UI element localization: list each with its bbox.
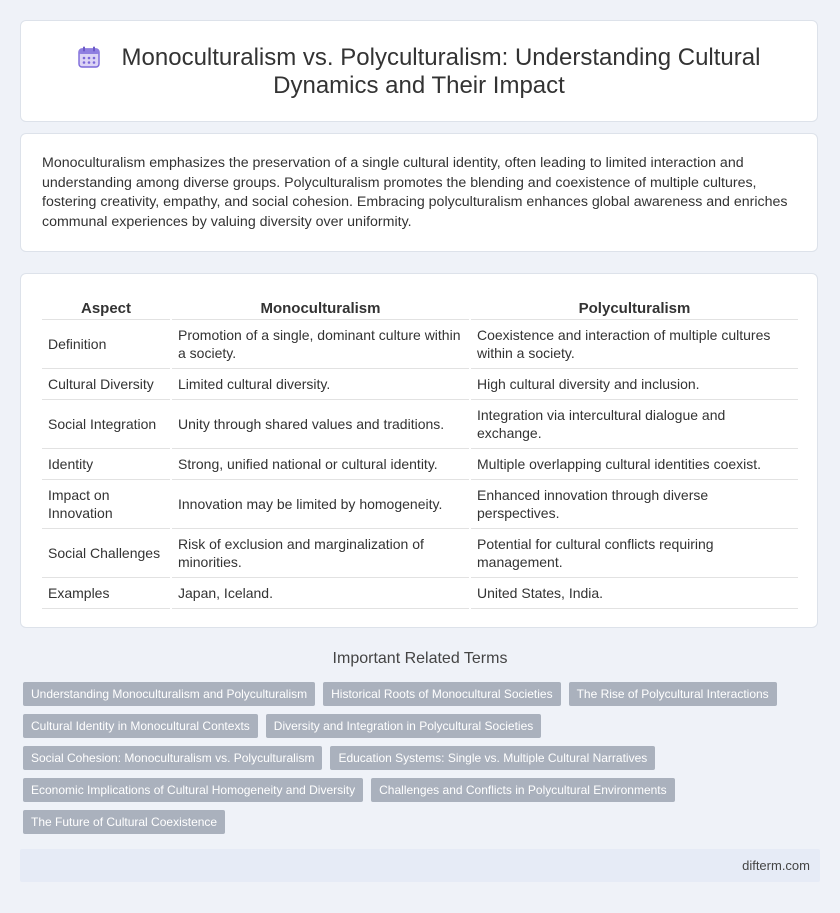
calendar-icon <box>78 46 100 68</box>
row-poly: United States, India. <box>470 578 798 609</box>
intro-card <box>20 133 818 252</box>
row-aspect: Impact on Innovation <box>42 480 171 529</box>
comparison-card <box>20 273 818 628</box>
footer-site-link[interactable]: difterm.com <box>742 858 810 873</box>
table-row <box>42 480 798 529</box>
title-card <box>20 20 818 122</box>
header-monoculturalism: Monoculturalism <box>171 297 470 320</box>
table-row <box>42 578 798 609</box>
related-term-tag[interactable]: The Future of Cultural Coexistence <box>23 810 225 834</box>
row-mono: Limited cultural diversity. <box>171 369 470 400</box>
row-aspect: Cultural Diversity <box>42 369 171 400</box>
row-mono: Strong, unified national or cultural identity. <box>171 449 470 480</box>
page-heading <box>21 44 817 100</box>
row-poly: Coexistence and interaction of multiple cultures within a society. <box>470 320 798 369</box>
row-aspect: Social Challenges <box>42 529 171 578</box>
comparison-table <box>42 297 798 609</box>
related-term-tag[interactable]: Challenges and Conflicts in Polycultural Environments <box>371 778 674 802</box>
row-aspect: Definition <box>42 320 171 369</box>
related-term-tag[interactable]: Education Systems: Single vs. Multiple Cultural Narratives <box>330 746 655 770</box>
related-term-tag[interactable]: Cultural Identity in Monocultural Contexts <box>23 714 258 738</box>
row-mono: Risk of exclusion and marginalization of minorities. <box>171 529 470 578</box>
table-row <box>42 529 798 578</box>
header-aspect: Aspect <box>42 297 171 320</box>
related-term-tag[interactable]: Diversity and Integration in Polycultural Societies <box>266 714 541 738</box>
row-aspect: Identity <box>42 449 171 480</box>
row-aspect: Examples <box>42 578 171 609</box>
related-term-tag[interactable]: Social Cohesion: Monoculturalism vs. Polyculturalism <box>23 746 322 770</box>
table-header-row <box>42 297 798 320</box>
related-term-tag[interactable]: Historical Roots of Monocultural Societies <box>323 682 560 706</box>
related-term-tag[interactable]: Understanding Monoculturalism and Polyculturalism <box>23 682 315 706</box>
row-aspect: Social Integration <box>42 400 171 449</box>
row-poly: Potential for cultural conflicts requiring management. <box>470 529 798 578</box>
row-mono: Innovation may be limited by homogeneity. <box>171 480 470 529</box>
footer <box>20 849 820 882</box>
related-term-tag[interactable]: Economic Implications of Cultural Homogeneity and Diversity <box>23 778 363 802</box>
page-title: Monoculturalism vs. Polyculturalism: Understanding Cultural Dynamics and Their Impact <box>121 44 761 99</box>
row-mono: Unity through shared values and traditions. <box>171 400 470 449</box>
row-poly: Multiple overlapping cultural identities coexist. <box>470 449 798 480</box>
table-row <box>42 369 798 400</box>
table-row <box>42 400 798 449</box>
row-mono: Japan, Iceland. <box>171 578 470 609</box>
row-mono: Promotion of a single, dominant culture within a society. <box>171 320 470 369</box>
related-terms-list <box>23 682 813 834</box>
table-row <box>42 449 798 480</box>
intro-paragraph: Monoculturalism emphasizes the preservation of a single cultural identity, often leading to limited interaction and understanding among diverse groups. Polyculturalism promotes the blending and coexistence of multiple cultures, fostering creativity, empathy, and social cohesion. Embracing polyculturalism enhances global awareness and enriches communal experiences by valuing diversity over uniformity. <box>42 155 788 230</box>
row-poly: Integration via intercultural dialogue and exchange. <box>470 400 798 449</box>
row-poly: Enhanced innovation through diverse perspectives. <box>470 480 798 529</box>
table-row <box>42 320 798 369</box>
row-poly: High cultural diversity and inclusion. <box>470 369 798 400</box>
related-term-tag[interactable]: The Rise of Polycultural Interactions <box>569 682 777 706</box>
header-polyculturalism: Polyculturalism <box>470 297 798 320</box>
related-terms-title: Important Related Terms <box>332 650 508 667</box>
